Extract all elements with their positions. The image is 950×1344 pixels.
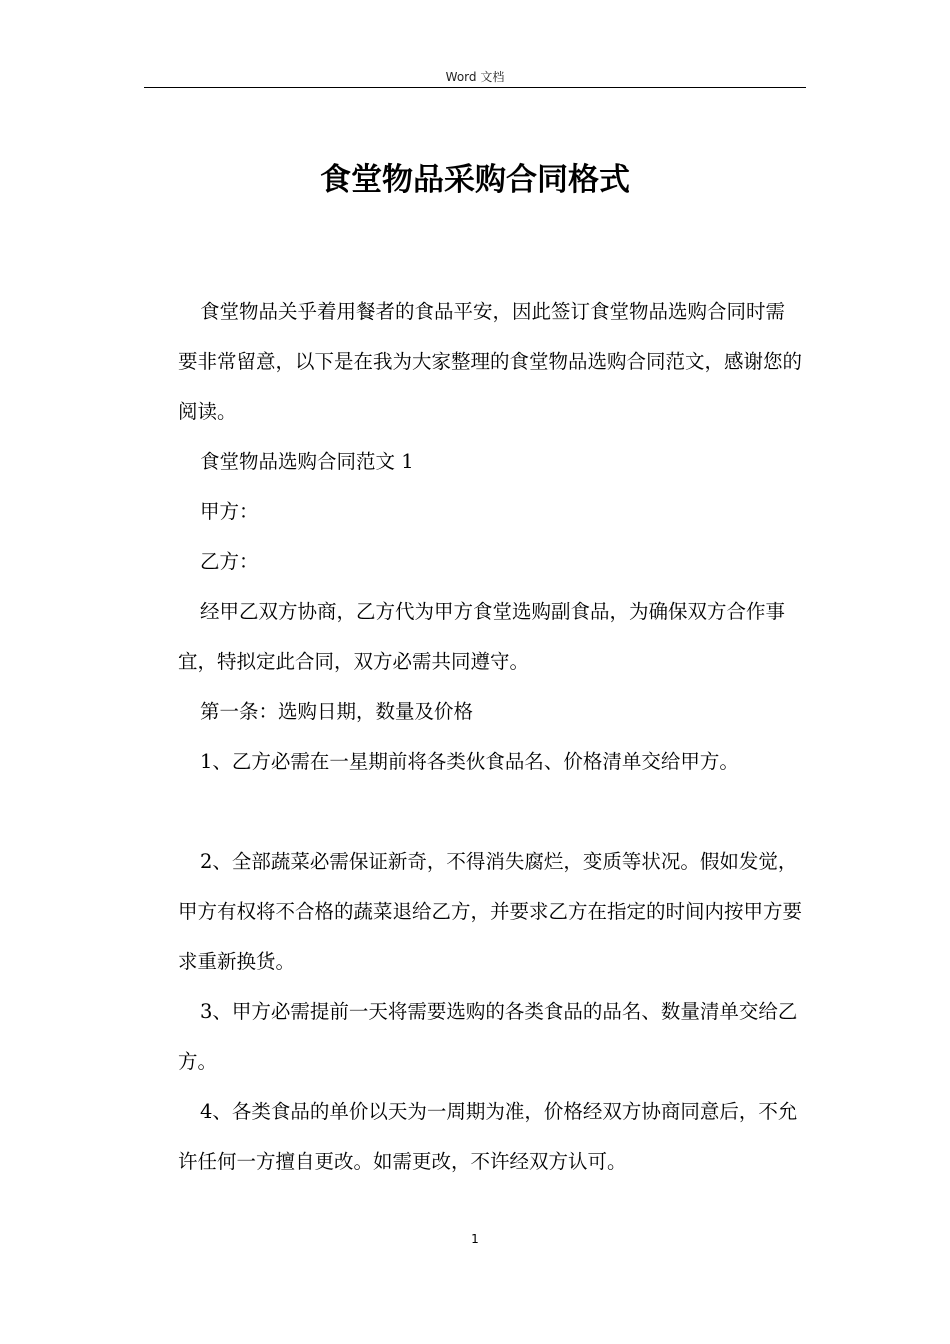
paragraph-preamble: 经甲乙双方协商，乙方代为甲方食堂选购副食品，为确保双方合作事宜，特拟定此合同，双方必需共同遵守。: [178, 600, 786, 673]
document-body: [178, 287, 804, 1187]
header-divider: [144, 87, 806, 88]
paragraph-clause-4: 4、各类食品的单价以天为一周期为准，价格经双方协商同意后，不允许任何一方擅自更改。如需更改，不许经双方认可。: [178, 1100, 798, 1173]
paragraph-subtitle: 食堂物品选购合同范文 1: [200, 450, 414, 473]
page-number: 1: [471, 1232, 479, 1246]
paragraph-party-a: 甲方：: [200, 500, 259, 523]
page-header-label: Word 文档: [445, 70, 505, 84]
document-title: 食堂物品采购合同格式: [320, 162, 630, 198]
paragraph-intro: 食堂物品关乎着用餐者的食品平安，因此签订食堂物品选购合同时需要非常留意，以下是在我为大家整理的食堂物品选购合同范文，感谢您的阅读。: [178, 300, 803, 423]
paragraph-article-1: 第一条：选购日期，数量及价格: [200, 700, 474, 723]
paragraph-party-b: 乙方：: [200, 550, 259, 573]
paragraph-clause-1: 1、乙方必需在一星期前将各类伙食品名、价格清单交给甲方。: [200, 750, 739, 773]
paragraph-clause-3: 3、甲方必需提前一天将需要选购的各类食品的品名、数量清单交给乙方。: [178, 1000, 798, 1073]
paragraph-clause-2: 2、全部蔬菜必需保证新奇，不得消失腐烂，变质等状况。假如发觉，甲方有权将不合格的蔬菜退给乙方，并要求乙方在指定的时间内按甲方要求重新换货。: [178, 850, 803, 973]
